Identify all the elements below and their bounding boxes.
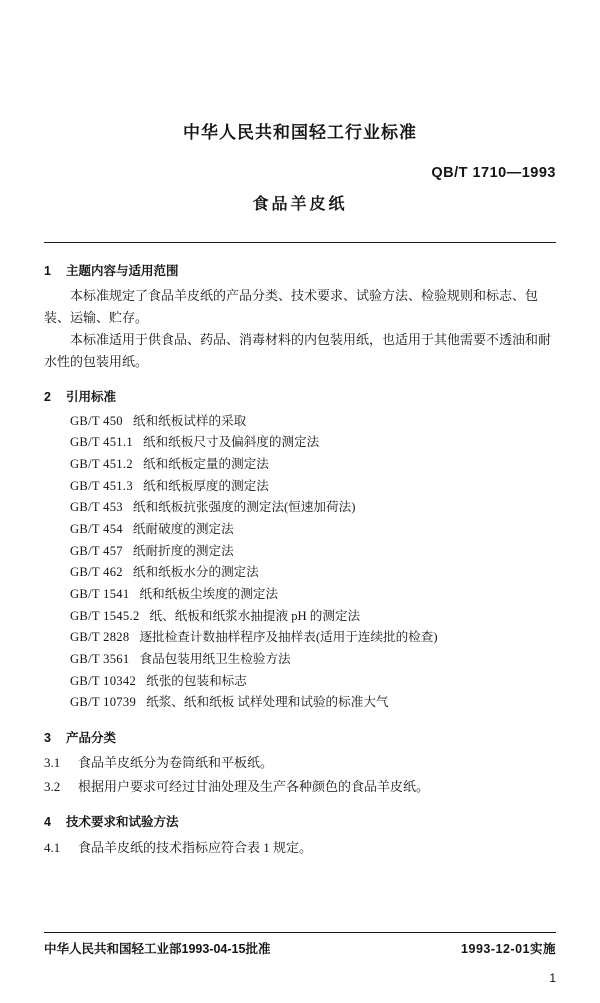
reference-name: 纸、纸板和纸浆水抽提液 pH 的测定法 [149,608,361,623]
reference-name: 纸张的包装和标志 [146,673,247,688]
clause-text: 食品羊皮纸的技术指标应符合表 1 规定。 [78,839,313,855]
list-item [44,606,556,628]
list-item [44,562,556,584]
standard-title: 食品羊皮纸 [252,196,348,213]
header-divider [44,242,556,243]
reference-name: 纸和纸板水分的测定法 [132,565,259,580]
clause-index: 3.1 [44,755,61,771]
reference-code: GB/T 454 [70,522,123,537]
reference-code: GB/T 451.1 [70,435,133,450]
reference-name: 纸和纸板定量的测定法 [142,457,269,472]
section-number-3: 3 [44,731,51,745]
list-item [44,411,556,433]
clause-text: 根据用户要求可经过甘油处理及生产各种颜色的食品羊皮纸。 [78,779,430,795]
standard-code: QB/T 1710—1993 [431,165,556,181]
document-header [44,118,556,143]
reference-name: 纸耐折度的测定法 [132,543,234,558]
list-item [44,692,556,714]
reference-code: GB/T 451.3 [70,478,133,493]
reference-standards-list [44,411,556,714]
reference-code: GB/T 462 [70,565,123,580]
clause-3-1 [44,752,556,774]
section-number-2: 2 [44,389,51,404]
section-number-4: 4 [44,815,51,830]
footer-approval-text: 中华人民共和国轻工业部1993-04-15批准 [44,942,271,956]
clause-index: 4.1 [44,839,61,855]
section-title-1: 主题内容与适用范围 [66,264,179,278]
reference-code: GB/T 451.2 [70,457,133,472]
section-title-4: 技术要求和试验方法 [66,815,179,830]
section-title-3: 产品分类 [66,731,117,745]
list-item [44,671,556,693]
list-item [44,519,556,541]
reference-code: GB/T 10342 [70,673,137,688]
document-footer [44,932,556,957]
reference-name: 食品包装用纸卫生检验方法 [139,652,291,667]
reference-name: 纸浆、纸和纸板 试样处理和试验的标准大气 [146,695,389,710]
reference-code: GB/T 453 [70,500,123,515]
document-body [44,261,556,859]
list-item [44,476,556,498]
reference-name: 纸和纸板尺寸及偏斜度的测定法 [142,435,320,450]
reference-name: 纸耐破度的测定法 [132,522,234,537]
reference-code: GB/T 457 [70,543,123,558]
list-item [44,454,556,476]
list-item [44,649,556,671]
clause-index: 3.2 [44,779,61,795]
page-number: 1 [549,971,556,985]
clause-4-1 [44,837,556,859]
section-heading-4 [44,812,556,832]
reference-code: GB/T 450 [70,413,123,428]
section-number-1: 1 [44,264,51,278]
section-heading-2 [44,387,556,407]
list-item [44,541,556,563]
list-item [44,627,556,649]
reference-name: 逐批检查计数抽样程序及抽样表(适用于连续批的检查) [139,630,438,645]
list-item [44,584,556,606]
reference-name: 纸和纸板试样的采取 [132,413,247,428]
reference-name: 纸和纸板尘埃度的测定法 [139,587,279,602]
reference-code: GB/T 10739 [70,695,137,710]
section-1-paragraph-1: 本标准规定了食品羊皮纸的产品分类、技术要求、试验方法、检验规则和标志、包装、运输、贮存。 [44,288,539,326]
section-title-2: 引用标准 [66,389,117,404]
reference-name: 纸和纸板厚度的测定法 [142,478,269,493]
standard-organization: 中华人民共和国轻工行业标准 [183,123,417,142]
reference-code: GB/T 1541 [70,587,130,602]
footer-effective-date: 1993-12-01实施 [461,942,556,956]
clause-3-2 [44,776,556,798]
reference-code: GB/T 2828 [70,630,130,645]
section-heading-3 [44,728,556,748]
list-item [44,432,556,454]
clause-text: 食品羊皮纸分为卷筒纸和平板纸。 [78,755,274,771]
list-item [44,497,556,519]
reference-code: GB/T 3561 [70,652,130,667]
reference-code: GB/T 1545.2 [70,608,140,623]
section-heading-1 [44,261,556,281]
reference-name: 纸和纸板抗张强度的测定法(恒速加荷法) [132,500,356,515]
footer-divider [44,932,556,933]
section-1-paragraph-2: 本标准适用于供食品、药品、消毒材料的内包装用纸，也适用于其他需要不透油和耐水性的包装用纸。 [44,331,552,369]
